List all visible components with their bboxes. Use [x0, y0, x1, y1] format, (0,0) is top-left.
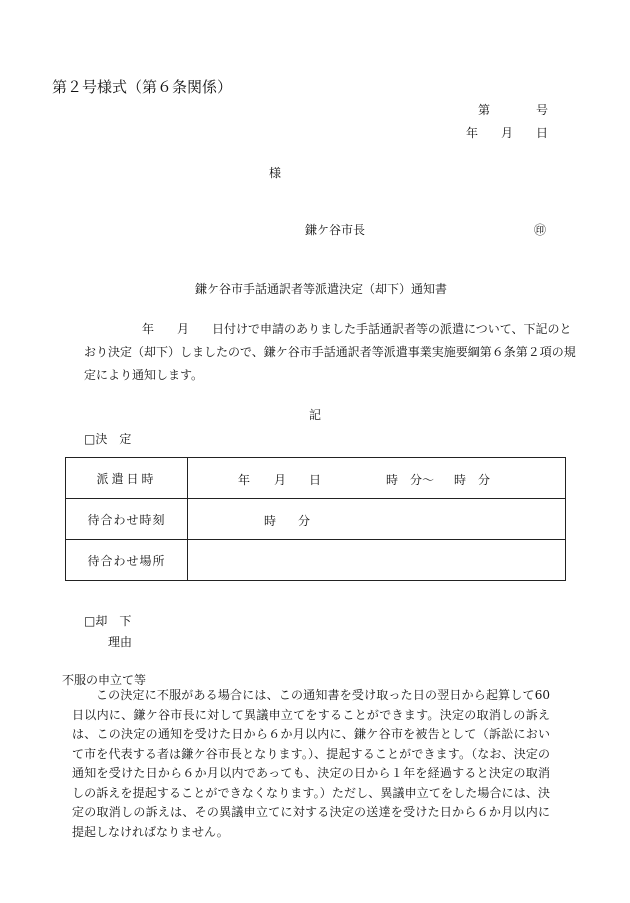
meeting-hour: 時	[264, 514, 277, 528]
row-label-meeting-place: 待合わせ場所	[66, 540, 188, 581]
meeting-minute: 分	[298, 514, 311, 528]
intro-year: 年	[142, 322, 155, 336]
decision-checkbox-label: □決 定	[84, 432, 132, 446]
form-title: 第２号様式（第６条関係）	[52, 78, 233, 96]
row-label-meeting-time: 待合わせ時刻	[66, 499, 188, 540]
ki-heading: 記	[309, 408, 322, 422]
seal-mark: ㊞	[534, 223, 547, 237]
intro-line3: 定により通知します。	[84, 368, 204, 382]
dispatch-table	[65, 457, 566, 581]
dispatch-month: 月	[274, 473, 287, 487]
appeal-heading: 不服の申立て等	[62, 673, 147, 687]
dispatch-time-to: 時 分	[454, 473, 491, 487]
date-month: 月	[501, 126, 514, 140]
meeting-time-cell	[188, 499, 566, 540]
date-year: 年	[466, 126, 479, 140]
addressee-suffix: 様	[269, 166, 282, 180]
doc-number-dai: 第	[478, 103, 491, 117]
dispatch-time-from: 時 分〜	[386, 473, 435, 487]
doc-number-go: 号	[536, 103, 549, 117]
row-label-dispatch-datetime: 派遣日時	[66, 458, 188, 499]
date-day: 日	[536, 126, 549, 140]
dispatch-year: 年	[238, 473, 251, 487]
appeal-paragraph: この決定に不服がある場合には、この通知書を受け取った日の翌日から起算して60日以内に、鎌ケ谷市長に対して異議申立てをすることができます。決定の取消しの訴えは、この決定の通知を受けた日から６か月以内に、鎌ケ谷市を被告として（訴訟において市を代表する者は鎌ケ谷市長となります。）、提起することができます。（なお、決定の通知を受けた日から６か月以内であっても、決定の日から１年を経過すると決定の取消しの訴えを提起することができなくなります。）ただし、異議申立てをした場合には、決定の取消しの訴えは、その異議申立てに対する決定の送達を受けた日から６か月以内に提起しなければなりません。	[72, 688, 550, 839]
document-title: 鎌ケ谷市手話通訳者等派遣決定（却下）通知書	[195, 282, 448, 296]
dispatch-datetime-cell	[188, 458, 566, 499]
intro-month: 月	[177, 322, 190, 336]
intro-line1: 日付けで申請のありました手話通訳者等の派遣について、下記のと	[212, 322, 572, 336]
table-row	[66, 458, 566, 499]
table-row	[66, 499, 566, 540]
table-row	[66, 540, 566, 581]
dispatch-day: 日	[309, 473, 322, 487]
issuer-name: 鎌ケ谷市長	[305, 223, 366, 237]
reason-label: 理由	[108, 635, 133, 649]
meeting-place-cell	[188, 540, 566, 581]
intro-line2: おり決定（却下）しましたので、鎌ケ谷市手話通訳者等派遣事業実施要綱第６条第２項の規	[84, 345, 576, 359]
rejection-checkbox-label: □却 下	[84, 614, 132, 628]
